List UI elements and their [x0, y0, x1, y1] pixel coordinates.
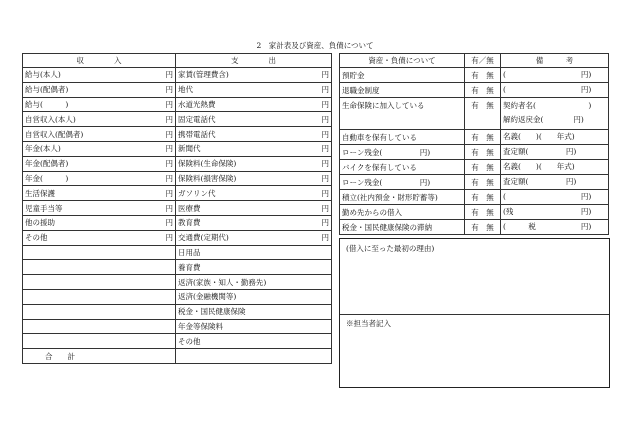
assets-remarks-text: 査定額( 円) — [503, 147, 577, 156]
assets-row — [340, 83, 609, 98]
assets-remarks[interactable] — [501, 130, 609, 145]
income-row — [23, 141, 176, 156]
assets-remarks-text: 名義( )( 年式) — [503, 162, 575, 171]
expense-unit: 円 — [321, 203, 329, 213]
income-row — [23, 82, 176, 97]
expense-cell[interactable] — [176, 97, 332, 112]
income-label — [23, 275, 161, 290]
income-label — [23, 260, 161, 275]
income-unit[interactable]: 円 — [161, 127, 176, 142]
expense-row — [176, 334, 332, 349]
expense-cell[interactable] — [176, 186, 332, 201]
income-unit[interactable] — [161, 334, 176, 349]
expense-cell[interactable] — [176, 215, 332, 230]
expense-cell[interactable] — [176, 82, 332, 97]
expense-label: 養育費 — [178, 262, 201, 272]
expense-label: 携帯電話代 — [178, 129, 216, 139]
expense-cell[interactable] — [176, 230, 332, 245]
expense-cell[interactable] — [176, 171, 332, 186]
expense-label: 税金・国民健康保険 — [178, 307, 246, 317]
assets-row — [340, 220, 609, 235]
income-label — [23, 289, 161, 304]
expense-row — [176, 68, 332, 83]
assets-remarks-text: ( 円) — [503, 85, 592, 94]
expense-label: 返済(金融機関等) — [178, 292, 237, 302]
income-label: 自営収入(本人) — [23, 112, 161, 127]
income-unit[interactable]: 円 — [161, 201, 176, 216]
page-title: 2 家計表及び資産、負債について — [256, 41, 374, 50]
income-label: 他の援助 — [23, 215, 161, 230]
assets-row — [340, 68, 609, 83]
expense-label: その他 — [178, 336, 201, 346]
expense-cell[interactable] — [176, 319, 332, 334]
expense-label: 水道光熱費 — [178, 99, 216, 109]
income-row — [23, 97, 176, 112]
expense-unit: 円 — [321, 144, 329, 154]
income-row — [23, 156, 176, 171]
officer-label: ※担当者記入 — [346, 319, 391, 328]
assets-remarks-text: ( 円) — [503, 70, 592, 79]
expense-label: 保険料(生命保険) — [178, 159, 237, 169]
assets-item: 積立(社内預金・財形貯蓄等) — [340, 190, 465, 205]
box-divider — [340, 314, 609, 315]
income-unit[interactable]: 円 — [161, 230, 176, 245]
assets-remarks[interactable] — [501, 205, 609, 220]
income-unit[interactable]: 円 — [161, 156, 176, 171]
assets-remarks[interactable] — [501, 220, 609, 235]
income-unit[interactable] — [161, 245, 176, 260]
income-unit[interactable]: 円 — [161, 82, 176, 97]
income-unit[interactable] — [161, 304, 176, 319]
assets-item: 勤め先からの借入 — [340, 205, 465, 220]
assets-row — [340, 145, 609, 160]
expense-row — [176, 201, 332, 216]
assets-header-remarks: 備 考 — [501, 54, 609, 68]
assets-item: 預貯金 — [340, 68, 465, 83]
assets-remarks-text: 名義( )( 年式) — [503, 132, 575, 141]
assets-row — [340, 160, 609, 175]
expense-cell[interactable] — [176, 275, 332, 290]
income-unit[interactable]: 円 — [161, 68, 176, 83]
expense-row — [176, 112, 332, 127]
assets-item: 自動車を保有している — [340, 130, 465, 145]
expense-label: 年金等保険料 — [178, 321, 223, 331]
expense-unit: 円 — [321, 218, 329, 228]
expense-label: 医療費 — [178, 203, 201, 213]
income-row — [23, 304, 176, 319]
assets-header-item: 資産・負債について — [340, 54, 465, 68]
income-total-label: 合 計 — [23, 349, 176, 364]
assets-item: ローン残金( 円) — [340, 145, 465, 160]
assets-remarks[interactable] — [501, 98, 609, 130]
income-header: 収 入 — [23, 54, 176, 68]
expense-label: 教育費 — [178, 218, 201, 228]
expense-unit: 円 — [321, 70, 329, 80]
expense-cell[interactable] — [176, 304, 332, 319]
assets-item: 生命保険に加入している — [340, 98, 465, 130]
income-unit[interactable] — [161, 275, 176, 290]
income-row — [23, 215, 176, 230]
expense-cell[interactable] — [176, 141, 332, 156]
assets-remarks-text: ( 円) — [503, 192, 592, 201]
income-label — [23, 245, 161, 260]
assets-yesno[interactable]: 有 無 — [465, 130, 501, 145]
income-label — [23, 334, 161, 349]
assets-yesno[interactable]: 有 無 — [465, 98, 501, 130]
expense-unit: 円 — [321, 188, 329, 198]
assets-yesno[interactable]: 有 無 — [465, 83, 501, 98]
income-unit[interactable] — [161, 289, 176, 304]
income-label: 生活保護 — [23, 186, 161, 201]
expense-unit: 円 — [321, 85, 329, 95]
expense-cell[interactable] — [176, 334, 332, 349]
assets-header-yesno: 有／無 — [465, 54, 501, 68]
income-row — [23, 245, 176, 260]
expense-cell[interactable] — [176, 112, 332, 127]
expense-row — [176, 260, 332, 275]
assets-remarks-text: 契約者名( ) — [503, 101, 592, 110]
expense-cell[interactable] — [176, 245, 332, 260]
expense-cell[interactable] — [176, 127, 332, 142]
assets-row — [340, 98, 609, 130]
income-label: 自営収入(配偶者) — [23, 127, 161, 142]
assets-liabilities-table — [339, 53, 609, 235]
expense-row — [176, 97, 332, 112]
income-unit[interactable]: 円 — [161, 112, 176, 127]
expense-cell[interactable] — [176, 201, 332, 216]
expense-row — [176, 156, 332, 171]
assets-remarks[interactable] — [501, 83, 609, 98]
expense-row — [176, 289, 332, 304]
expense-unit: 円 — [321, 114, 329, 124]
expense-row — [176, 186, 332, 201]
expense-row — [176, 171, 332, 186]
income-row — [23, 171, 176, 186]
expense-label: 地代 — [178, 85, 193, 95]
income-label: 給与( ) — [23, 97, 161, 112]
expense-label: 返済(家族・知人・勤務先) — [178, 277, 267, 287]
assets-remarks[interactable] — [501, 175, 609, 190]
income-row — [23, 230, 176, 245]
assets-yesno[interactable]: 有 無 — [465, 175, 501, 190]
assets-row — [340, 205, 609, 220]
assets-remarks[interactable] — [501, 160, 609, 175]
income-total-row — [23, 349, 176, 364]
expense-unit: 円 — [321, 173, 329, 183]
income-label: 年金( ) — [23, 171, 161, 186]
income-label — [23, 319, 161, 334]
assets-remarks-text: (残 円) — [503, 207, 592, 216]
income-row — [23, 201, 176, 216]
expense-table — [175, 53, 332, 364]
expense-label: 家賃(管理費含) — [178, 70, 229, 80]
income-unit[interactable] — [161, 319, 176, 334]
expense-cell[interactable] — [176, 289, 332, 304]
income-unit[interactable]: 円 — [161, 141, 176, 156]
assets-remarks-text-2: 解約返戻金( 円) — [503, 115, 584, 124]
assets-row — [340, 130, 609, 145]
assets-yesno[interactable]: 有 無 — [465, 68, 501, 83]
assets-remarks-text: 査定額( 円) — [503, 177, 577, 186]
expense-cell[interactable] — [176, 156, 332, 171]
expense-label: 交通費(定期代) — [178, 233, 229, 243]
expense-unit: 円 — [321, 159, 329, 169]
income-label: 給与(本人) — [23, 68, 161, 83]
income-label: 児童手当等 — [23, 201, 161, 216]
assets-yesno[interactable]: 有 無 — [465, 205, 501, 220]
expense-row — [176, 275, 332, 290]
income-unit[interactable]: 円 — [161, 171, 176, 186]
assets-remarks[interactable] — [501, 145, 609, 160]
assets-row — [340, 190, 609, 205]
income-row — [23, 127, 176, 142]
assets-remarks[interactable] — [501, 68, 609, 83]
expense-row — [176, 215, 332, 230]
income-label — [23, 304, 161, 319]
reason-box[interactable] — [339, 238, 610, 388]
income-row — [23, 260, 176, 275]
income-row — [23, 186, 176, 201]
income-label: 給与(配偶者) — [23, 82, 161, 97]
income-row — [23, 112, 176, 127]
expense-row — [176, 245, 332, 260]
reason-label: (借入に至った最初の理由) — [346, 244, 435, 253]
expense-row — [176, 319, 332, 334]
income-header-row — [23, 54, 176, 68]
expense-cell[interactable] — [176, 260, 332, 275]
expense-cell[interactable] — [176, 68, 332, 83]
expense-header: 支 出 — [176, 54, 332, 68]
income-unit[interactable]: 円 — [161, 186, 176, 201]
assets-item: 税金・国民健康保険の滞納 — [340, 220, 465, 235]
income-row — [23, 289, 176, 304]
expense-label: 日用品 — [178, 247, 201, 257]
expense-label: 固定電話代 — [178, 114, 216, 124]
income-table — [22, 53, 176, 364]
assets-remarks-text: ( 税 円) — [503, 222, 592, 231]
expense-label: 新聞代 — [178, 144, 201, 154]
expense-unit: 円 — [321, 129, 329, 139]
assets-yesno[interactable]: 有 無 — [465, 220, 501, 235]
expense-total-cell[interactable] — [176, 349, 332, 364]
expense-unit: 円 — [321, 99, 329, 109]
assets-item: 退職金制度 — [340, 83, 465, 98]
expense-label: ガソリン代 — [178, 188, 216, 198]
income-label: 年金(本人) — [23, 141, 161, 156]
assets-item: バイクを保有している — [340, 160, 465, 175]
expense-row — [176, 304, 332, 319]
income-row — [23, 334, 176, 349]
income-row — [23, 68, 176, 83]
expense-row — [176, 141, 332, 156]
income-label: その他 — [23, 230, 161, 245]
income-label: 年金(配偶者) — [23, 156, 161, 171]
income-unit[interactable] — [161, 260, 176, 275]
expense-header-row — [176, 54, 332, 68]
assets-item: ローン残金( 円) — [340, 175, 465, 190]
assets-row — [340, 175, 609, 190]
expense-total-row — [176, 349, 332, 364]
expense-row — [176, 230, 332, 245]
assets-yesno[interactable]: 有 無 — [465, 160, 501, 175]
income-unit[interactable]: 円 — [161, 215, 176, 230]
expense-row — [176, 82, 332, 97]
assets-header-row — [340, 54, 609, 68]
assets-yesno[interactable]: 有 無 — [465, 190, 501, 205]
assets-yesno[interactable]: 有 無 — [465, 145, 501, 160]
expense-unit: 円 — [321, 233, 329, 243]
income-row — [23, 275, 176, 290]
expense-label: 保険料(損害保険) — [178, 173, 237, 183]
expense-row — [176, 127, 332, 142]
income-row — [23, 319, 176, 334]
income-unit[interactable]: 円 — [161, 97, 176, 112]
assets-remarks[interactable] — [501, 190, 609, 205]
